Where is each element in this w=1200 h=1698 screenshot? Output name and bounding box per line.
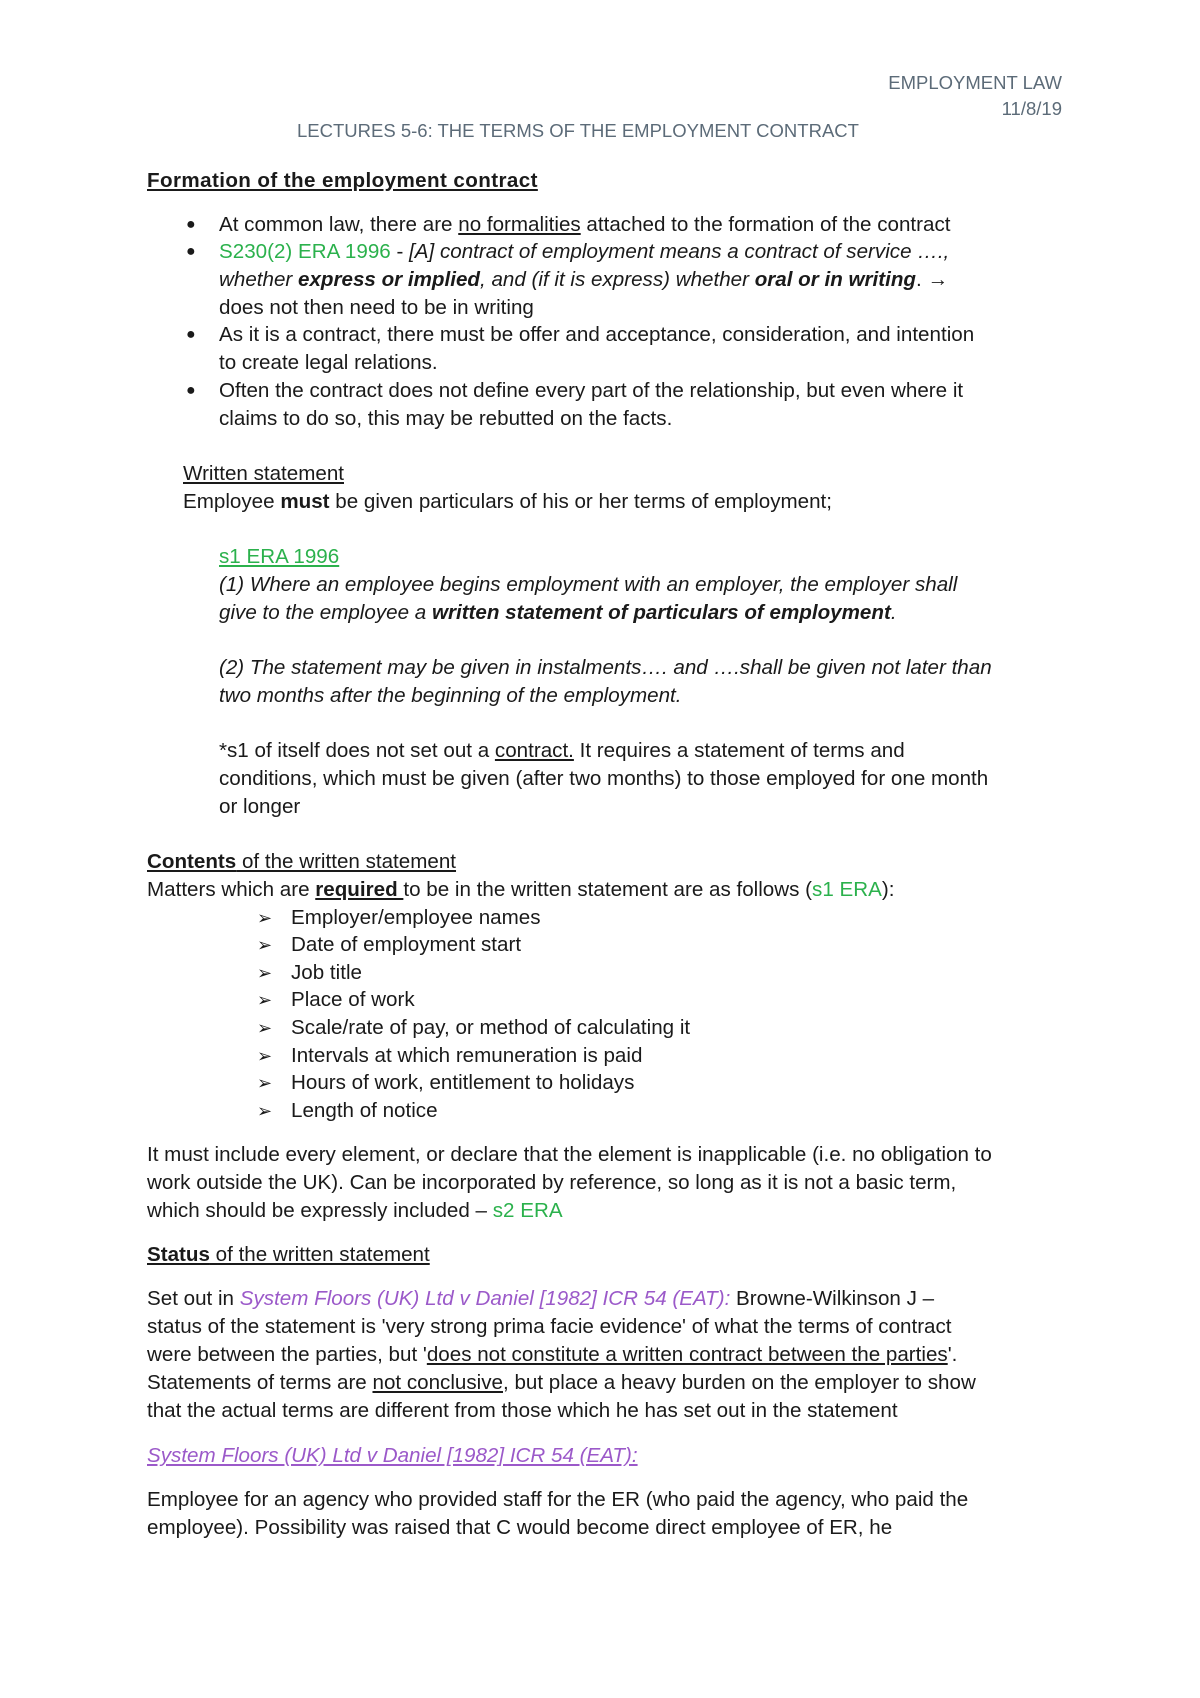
status-para-line-2: status of the statement is 'very strong prima facie evidence' of what the terms of contract bbox=[147, 1315, 952, 1338]
contents-para-line-2: work outside the UK). Can be incorporated by reference, so long as it is not a basic term, bbox=[147, 1171, 957, 1194]
bullet-icon: ● bbox=[186, 216, 196, 233]
formation-bullet-3-line-1: As it is a contract, there must be offer and acceptance, consideration, and intention bbox=[219, 323, 975, 346]
course-title: EMPLOYMENT LAW bbox=[888, 72, 1062, 93]
formation-bullet-3-line-2: to create legal relations. bbox=[219, 351, 438, 374]
list-item: Place of work bbox=[291, 988, 415, 1011]
s1-note-line-3: or longer bbox=[219, 795, 301, 818]
contents-intro: Matters which are required to be in the written statement are as follows (s1 ERA): bbox=[147, 878, 895, 901]
case-para-line-2: employee). Possibility was raised that C would become direct employee of ER, he bbox=[147, 1516, 893, 1539]
bullet-icon: ● bbox=[186, 382, 196, 399]
status-para-line-5: that the actual terms are different from those which he has set out in the statement bbox=[147, 1399, 898, 1422]
case-para-line-1: Employee for an agency who provided staff for the ER (who paid the agency, who paid the bbox=[147, 1488, 969, 1511]
s1-note-line-1: *s1 of itself does not set out a contract. It requires a statement of terms and bbox=[219, 739, 905, 762]
written-statement-heading: Written statement bbox=[183, 462, 344, 485]
formation-bullet-2-line-3: does not then need to be in writing bbox=[219, 296, 534, 319]
arrow-bullet-icon: ➢ bbox=[257, 963, 273, 983]
list-item: Length of notice bbox=[291, 1099, 438, 1122]
arrow-bullet-icon: ➢ bbox=[257, 990, 273, 1010]
contents-para-line-1: It must include every element, or declare that the element is inapplicable (i.e. no obligation to bbox=[147, 1143, 992, 1166]
bullet-icon: ● bbox=[186, 326, 196, 343]
list-item: Date of employment start bbox=[291, 933, 522, 956]
formation-bullet-2-line-2: whether express or implied, and (if it is express) whether oral or in writing. → bbox=[219, 268, 949, 291]
contents-heading: Contents of the written statement bbox=[147, 850, 457, 873]
list-item: Hours of work, entitlement to holidays bbox=[291, 1071, 635, 1094]
arrow-bullet-icon: ➢ bbox=[257, 1101, 273, 1121]
arrow-bullet-icon: ➢ bbox=[257, 1073, 273, 1093]
list-item: Scale/rate of pay, or method of calculating it bbox=[291, 1016, 691, 1039]
list-item: Employer/employee names bbox=[291, 906, 541, 929]
bullet-icon: ● bbox=[186, 243, 196, 260]
status-para-line-4: Statements of terms are not conclusive, but place a heavy burden on the employer to show bbox=[147, 1371, 976, 1394]
s1-quote-2-line-2: two months after the beginning of the employment. bbox=[219, 684, 682, 707]
formation-bullet-4-line-1: Often the contract does not define every part of the relationship, but even where it bbox=[219, 379, 964, 402]
status-para-line-1: Set out in System Floors (UK) Ltd v Daniel [1982] ICR 54 (EAT): Browne-Wilkinson J – bbox=[147, 1287, 935, 1310]
case-heading: System Floors (UK) Ltd v Daniel [1982] ICR 54 (EAT): bbox=[147, 1444, 638, 1467]
statute-ref: S230(2) ERA 1996 bbox=[219, 240, 391, 263]
formation-bullet-2-line-1: S230(2) ERA 1996 - [A] contract of employment means a contract of service …., bbox=[219, 240, 950, 263]
list-item: Intervals at which remuneration is paid bbox=[291, 1044, 643, 1067]
arrow-bullet-icon: ➢ bbox=[257, 1018, 273, 1038]
arrow-bullet-icon: ➢ bbox=[257, 935, 273, 955]
status-heading: Status of the written statement bbox=[147, 1243, 430, 1266]
s1-quote-2-line-1: (2) The statement may be given in instalments…. and ….shall be given not later than bbox=[219, 656, 992, 679]
s1-quote-1-line-2: give to the employee a written statement of particulars of employment. bbox=[219, 601, 897, 624]
written-statement-line-1: Employee must be given particulars of his or her terms of employment; bbox=[183, 490, 832, 513]
s1-quote-1-line-1: (1) Where an employee begins employment with an employer, the employer shall bbox=[219, 573, 958, 596]
arrow-bullet-icon: ➢ bbox=[257, 1046, 273, 1066]
arrow-bullet-icon: ➢ bbox=[257, 908, 273, 928]
formation-bullet-4-line-2: claims to do so, this may be rebutted on the facts. bbox=[219, 407, 673, 430]
statute-ref-s1: s1 ERA 1996 bbox=[219, 545, 340, 568]
list-item: Job title bbox=[291, 961, 362, 984]
section-heading-formation: Formation of the employment contract bbox=[147, 169, 538, 192]
formation-bullet-1: At common law, there are no formalities attached to the formation of the contract bbox=[219, 213, 951, 236]
lecture-title: LECTURES 5-6: THE TERMS OF THE EMPLOYMENT CONTRACT bbox=[297, 120, 859, 141]
status-para-line-3: were between the parties, but 'does not constitute a written contract between the parties'. bbox=[147, 1343, 958, 1366]
lecture-date: 11/8/19 bbox=[1001, 98, 1062, 119]
s1-note-line-2: conditions, which must be given (after two months) to those employed for one month bbox=[219, 767, 989, 790]
contents-para-line-3: which should be expressly included – s2 ERA bbox=[147, 1199, 563, 1222]
